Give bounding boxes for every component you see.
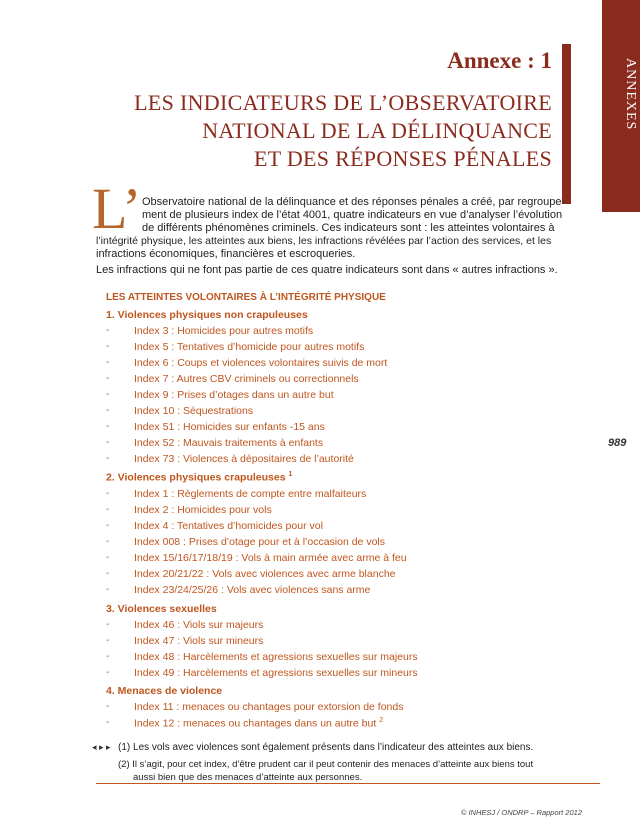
page-title-line-3: ET DES RÉPONSES PÉNALES xyxy=(253,146,552,171)
footnote-ref: 1 xyxy=(288,471,293,478)
footnote-text: Il s’agit, pour cet index, d’être prudent car il peut contenir des menaces d’atteinte aux biens tout xyxy=(132,759,534,770)
intro-line-3: de différents phénomènes criminels. Ces indicateurs sont : les atteintes volontaires à xyxy=(142,222,555,234)
side-tab xyxy=(602,0,640,212)
intro-line-6: Les infractions qui ne font pas partie de ces quatre indicateurs sont dans « autres infractions ». xyxy=(96,264,558,276)
list-item: Index 52 : Mauvais traitements à enfants xyxy=(134,437,324,449)
intro-line-4: l’intégrité physique, les atteintes aux biens, les infractions révélées par l’action des services, et les xyxy=(96,235,552,247)
list-item: Index 15/16/17/18/19 : Vols à main armée avec arme à feu xyxy=(134,552,407,564)
bullet-icon: - xyxy=(106,453,110,464)
category-title: 3. Violences sexuelles xyxy=(106,603,217,615)
page-title-line-1: LES INDICATEURS DE L’OBSERVATOIRE xyxy=(134,90,552,115)
list-item-group xyxy=(134,717,383,730)
footnote-1 xyxy=(118,742,533,753)
bullet-icon: - xyxy=(106,635,110,646)
footnote-text: Les vols avec violences sont également présents dans l’indicateur des atteintes aux biens. xyxy=(133,742,534,753)
category-title: 1. Violences physiques non crapuleuses xyxy=(106,309,308,321)
list-item: Index 6 : Coups et violences volontaires suivis de mort xyxy=(134,357,388,369)
list-item: Index 51 : Homicides sur enfants -15 ans xyxy=(134,421,325,433)
bullet-icon: - xyxy=(106,488,110,499)
list-item: Index 23/24/25/26 : Vols avec violences sans arme xyxy=(134,584,371,596)
bullet-icon: - xyxy=(106,357,110,368)
list-item: Index 3 : Homicides pour autres motifs xyxy=(134,325,314,337)
bullet-icon: - xyxy=(106,421,110,432)
page-number: 989 xyxy=(608,437,627,449)
header-accent-rule xyxy=(562,44,571,204)
list-item: Index 46 : Viols sur majeurs xyxy=(134,619,264,631)
list-item: Index 9 : Prises d’otages dans un autre but xyxy=(134,389,334,401)
bullet-icon: - xyxy=(106,389,110,400)
bullet-icon: - xyxy=(106,651,110,662)
list-item: Index 11 : menaces ou chantages pour extorsion de fonds xyxy=(134,701,404,713)
bullet-icon: - xyxy=(106,405,110,416)
footnote-2-cont: aussi bien que des menaces d’atteinte aux personnes. xyxy=(133,772,363,783)
list-item: Index 73 : Violences à dépositaires de l’autorité xyxy=(134,453,354,465)
intro-dropcap: L’ xyxy=(92,176,142,241)
list-item: Index 20/21/22 : Vols avec violences avec arme blanche xyxy=(134,568,396,580)
footnote-2 xyxy=(118,759,533,770)
bullet-icon: - xyxy=(106,536,110,547)
bullet-icon: - xyxy=(106,717,110,728)
footer-credit: © INHESJ / ONDRP – Rapport 2012 xyxy=(460,808,582,817)
side-tab-label: ANNEXES xyxy=(623,58,638,131)
footnote-number: (1) xyxy=(118,742,131,753)
intro-line-5: infractions économiques, financières et escroqueries. xyxy=(96,248,356,260)
page-title-line-2: NATIONAL DE LA DÉLINQUANCE xyxy=(202,118,552,143)
list-item: Index 1 : Règlements de compte entre malfaiteurs xyxy=(134,488,367,500)
list-item: Index 4 : Tentatives d’homicides pour vol xyxy=(134,520,323,532)
list-item: Index 48 : Harcèlements et agressions sexuelles sur majeurs xyxy=(134,651,418,663)
section-heading: LES ATTEINTES VOLONTAIRES À L’INTÉGRITÉ PHYSIQUE xyxy=(106,292,386,303)
bullet-icon: - xyxy=(106,701,110,712)
bullet-icon: - xyxy=(106,568,110,579)
list-item: Index 10 : Séquestrations xyxy=(134,405,254,417)
intro-line-2: ment de plusieurs index de l’état 4001, quatre indicateurs en vue d’analyser l’évolution xyxy=(142,209,563,221)
list-item: Index 2 : Homicides pour vols xyxy=(134,504,272,516)
bullet-icon: - xyxy=(106,325,110,336)
annexe-label: Annexe : 1 xyxy=(447,48,552,73)
list-item: Index 49 : Harcèlements et agressions sexuelles sur mineurs xyxy=(134,667,418,679)
category-title: 4. Menaces de violence xyxy=(106,685,223,697)
list-item: Index 7 : Autres CBV criminels ou correctionnels xyxy=(134,373,359,385)
list-item: Index 5 : Tentatives d’homicide pour autres motifs xyxy=(134,341,365,353)
bullet-icon: - xyxy=(106,667,110,678)
list-item: Index 47 : Viols sur mineurs xyxy=(134,635,264,647)
list-item: Index 12 : menaces ou chantages dans un autre but xyxy=(134,717,377,730)
bullet-icon: - xyxy=(106,437,110,448)
bullet-icon: - xyxy=(106,504,110,515)
bullet-icon: - xyxy=(106,619,110,630)
bullet-icon: - xyxy=(106,520,110,531)
bullet-icon: - xyxy=(106,341,110,352)
category-title-group xyxy=(106,471,292,484)
bullet-icon: - xyxy=(106,552,110,563)
bullet-icon: - xyxy=(106,373,110,384)
footnote-number: (2) xyxy=(118,759,130,770)
footer-rule xyxy=(96,783,600,784)
intro-line-1: Observatoire national de la délinquance et des réponses pénales a créé, par regroupe- xyxy=(142,196,566,208)
bullet-icon: - xyxy=(106,584,110,595)
list-item: Index 008 : Prises d’otage pour et à l’occasion de vols xyxy=(134,536,385,548)
category-title: 2. Violences physiques crapuleuses xyxy=(106,471,286,484)
footnote-ref: 2 xyxy=(379,717,384,724)
footnote-marker-icon: ◂ ▸ ▸ xyxy=(92,742,111,752)
